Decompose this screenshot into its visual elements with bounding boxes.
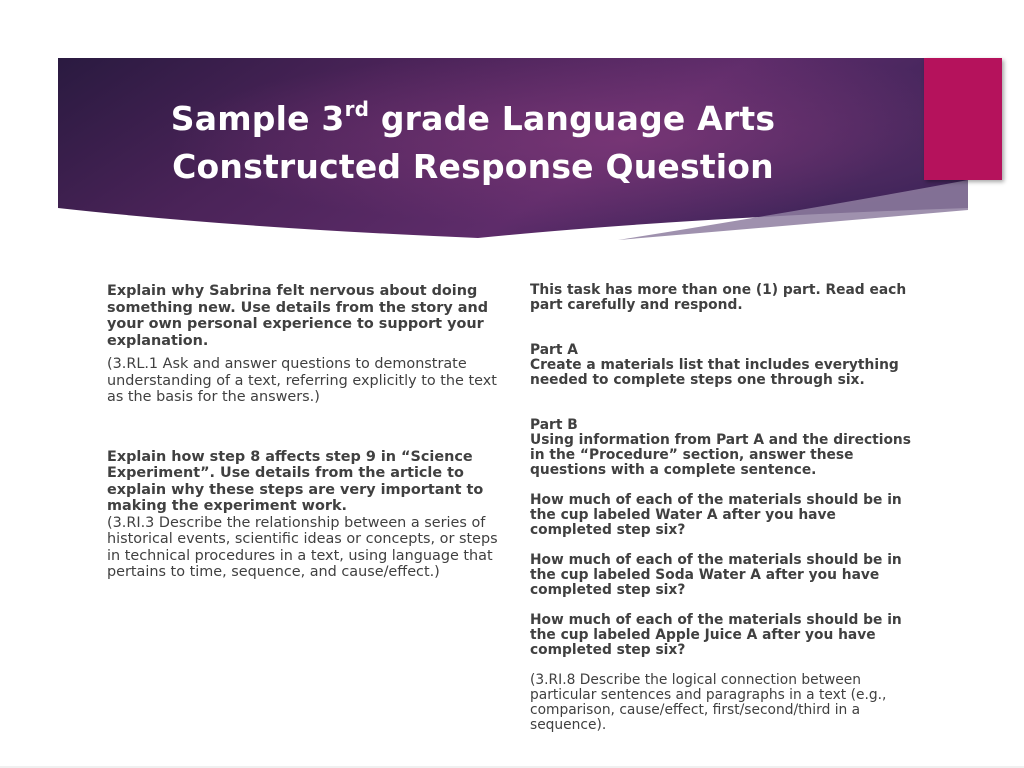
part-b-text: Using information from Part A and the directions in the “Procedure” section, answer these questions with a complete sentence. (530, 432, 911, 478)
accent-tab (924, 58, 1002, 180)
part-a-label: Part A (530, 342, 578, 358)
right-standard: (3.RI.8 Describe the logical connection between particular sentences and paragraphs in a text (e.g., comparison, cause/effect, first/second/third in a sequence). (530, 672, 887, 733)
title-line1-post: grade Language Arts (369, 99, 776, 138)
question-1-standard: (3.RL.1 Ask and answer questions to demonstrate understanding of a text, referring explicitly to the text as the basis for the answers.) (107, 356, 497, 405)
task-intro: This task has more than one (1) part. Read each part carefully and respond. (530, 282, 907, 313)
question-1-prompt: Explain why Sabrina felt nervous about doing something new. Use details from the story and your own personal experience to support your explanation. (107, 283, 489, 349)
title-line2: Constructed Response Question (172, 147, 774, 186)
question-2-standard: (3.RI.3 Describe the relationship between a series of historical events, scientific ideas or concepts, or steps in technical procedures in a text, using language that pertains to time, sequence, and cause/effect.) (107, 514, 498, 580)
right-column (530, 283, 920, 733)
left-column (107, 283, 499, 581)
part-a-text: Create a materials list that includes everything needed to complete steps one through six. (530, 357, 899, 388)
part-b-label: Part B (530, 417, 578, 433)
title-line1-sup: rd (344, 97, 370, 121)
part-b-question-1: How much of each of the materials should be in the cup labeled Water A after you have completed step six? (530, 492, 902, 538)
part-b-question-2: How much of each of the materials should be in the cup labeled Soda Water A after you have completed step six? (530, 552, 902, 598)
question-2-prompt: Explain how step 8 affects step 9 in “Science Experiment”. Use details from the article to explain why these steps are very important to making the experiment work. (107, 448, 484, 514)
slide-title (58, 95, 888, 191)
part-b-question-3: How much of each of the materials should be in the cup labeled Apple Juice A after you have completed step six? (530, 612, 902, 658)
title-line1-pre: Sample 3 (170, 99, 345, 138)
